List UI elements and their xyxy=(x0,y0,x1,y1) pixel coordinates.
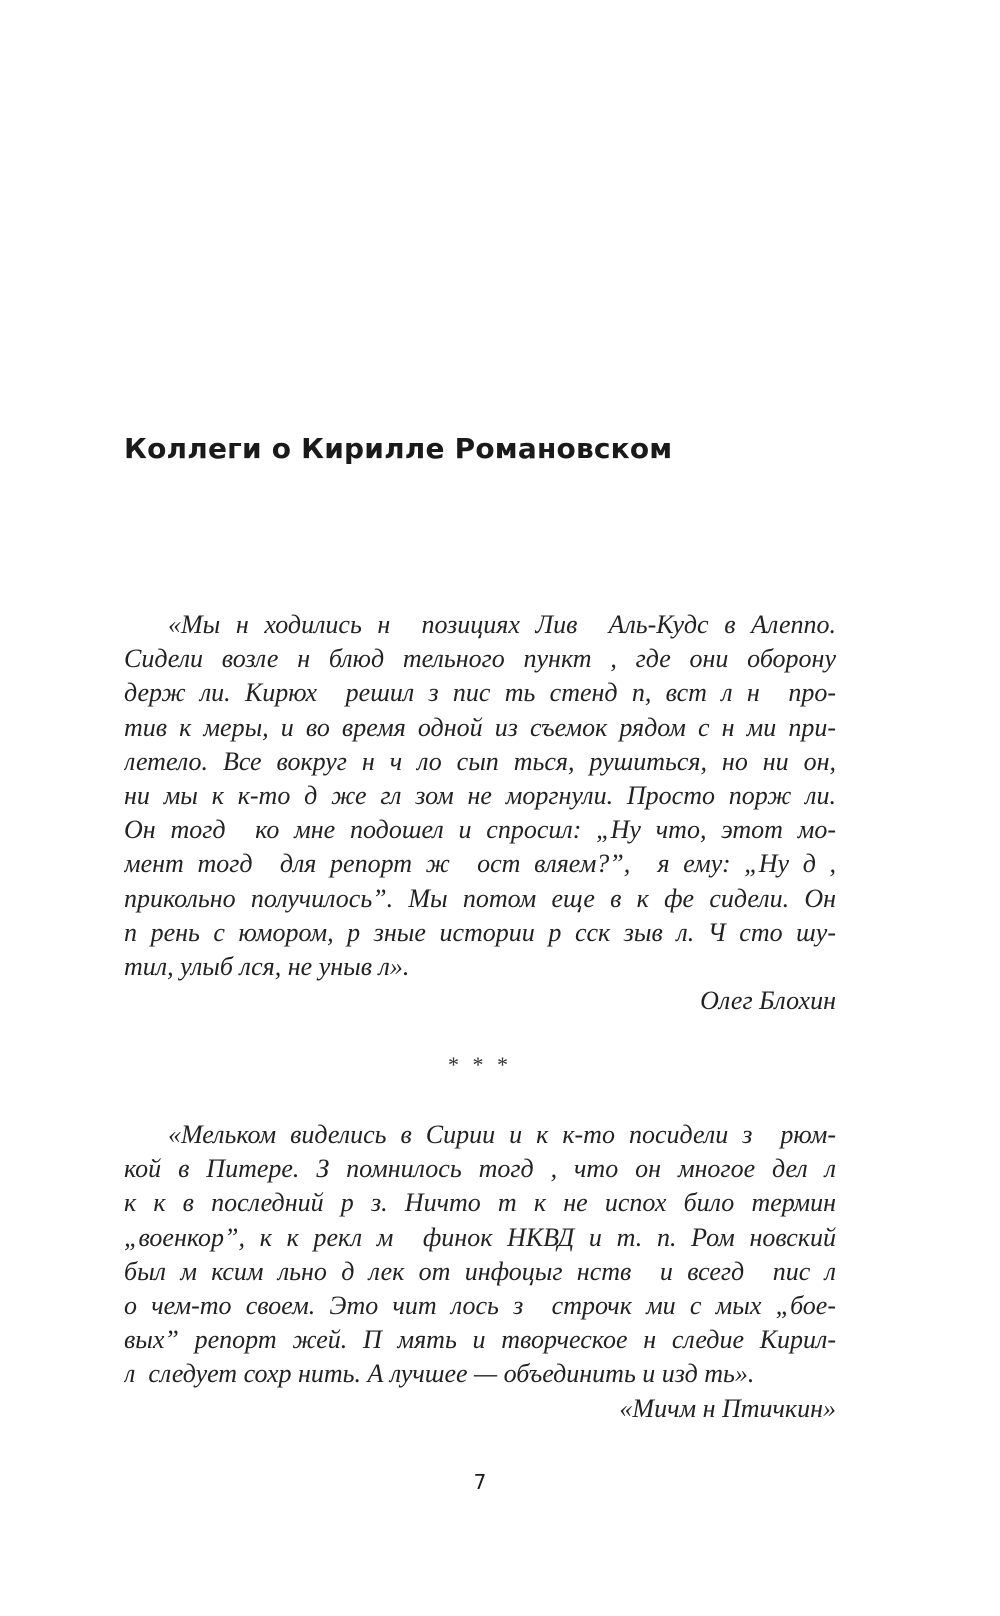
quote-author: Олег Блохин xyxy=(700,986,836,1016)
quote-oleg-blokhin xyxy=(124,608,836,1018)
quote-line: кой в Питере. З помнилось тогд , что он многое дел л xyxy=(124,1154,836,1184)
quote-line: тил, улыб лся, не уныв л». xyxy=(124,951,410,981)
quote-line: «Мы н ходились н позициях Лив Аль-Кудс в Алеппо. xyxy=(168,610,836,639)
quote-line: вых” репорт жей. П мять и творческое н следие Кирил- xyxy=(124,1325,836,1355)
quote-line: „военкор”, к к рекл м финок НКВД и т. п. Ром новский xyxy=(124,1222,836,1252)
quote-michman-ptichkin xyxy=(124,1118,836,1426)
quote-line: летело. Все вокруг н ч ло сып ться, рушиться, но ни он, xyxy=(124,746,836,776)
quote-line: к к в последний р з. Ничто т к не испох било термин xyxy=(124,1188,836,1218)
quote-line: держ ли. Кирюх решил з пис ть стенд п, вст л н про- xyxy=(124,678,836,708)
quote-line: был м ксим льно д лек от инфоцыг нств и всегд пис л xyxy=(124,1256,836,1286)
quote-line: Сидели возле н блюд тельного пункт , где они оборону xyxy=(124,644,836,674)
quote-line: о чем-то своем. Это чит лось з строчк ми с мых „бое- xyxy=(124,1290,836,1320)
quote-line: Он тогд ко мне подошел и спросил: „Ну что, этот мо- xyxy=(124,815,836,845)
quote-line: мент тогд для репорт ж ост вляем?”, я ему: „Ну д , xyxy=(124,849,836,879)
quote-line: л следует сохр нить. А лучшее — объединить и изд ть». xyxy=(124,1359,755,1389)
quote-author: «Мичм н Птичкин» xyxy=(619,1393,836,1423)
section-separator: * * * xyxy=(448,1052,512,1077)
quote-line: прикольно получилось”. Мы потом еще в к фе сидели. Он xyxy=(124,883,836,913)
page-number: 7 xyxy=(473,1470,487,1494)
quote-line: п рень с юмором, р зные истории р сск зыв л. Ч сто шу- xyxy=(124,917,836,947)
quote-line: тив к меры, и во время одной из съемок рядом с н ми при- xyxy=(124,712,836,742)
page-heading: Коллеги о Кирилле Романовском xyxy=(124,432,673,465)
quote-line: «Мельком виделись в Сирии и к к-то посидели з рюм- xyxy=(168,1120,836,1149)
quote-line: ни мы к к-то д же гл зом не моргнули. Просто порж ли. xyxy=(124,780,836,810)
